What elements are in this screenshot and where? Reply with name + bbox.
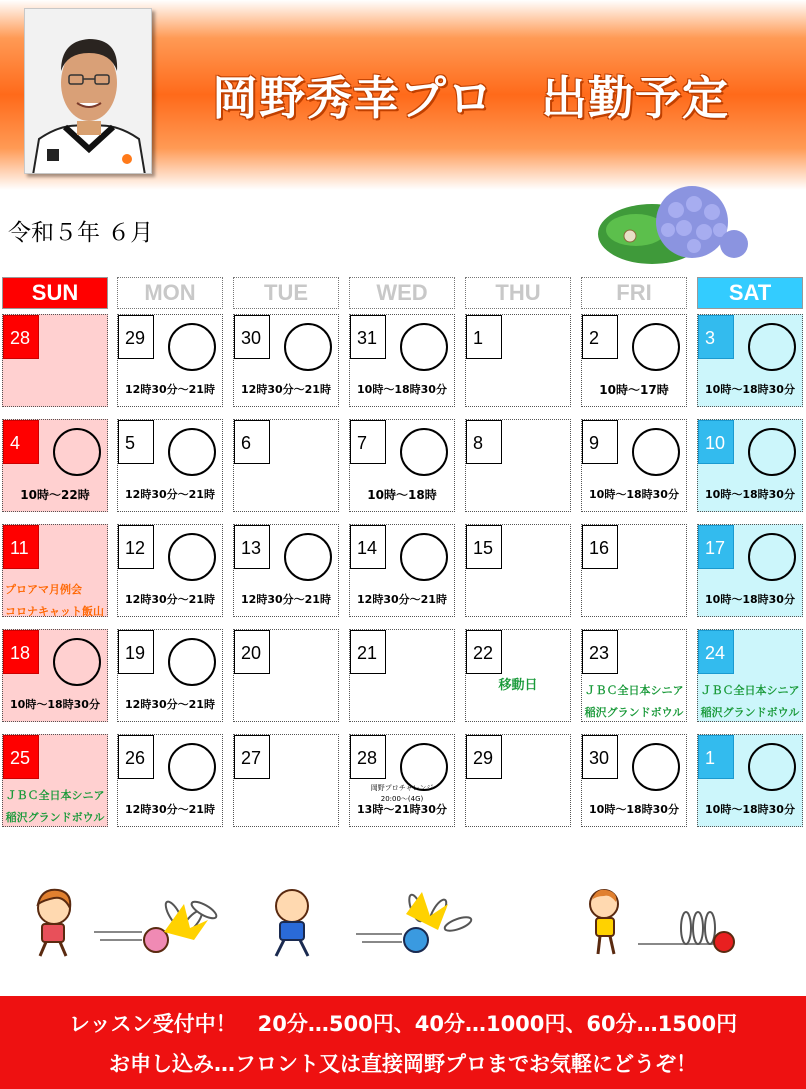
- footer-banner: [0, 996, 806, 1089]
- event-text: 稲沢グランドボウル: [700, 706, 800, 719]
- day-number: 19: [118, 630, 154, 674]
- day-cell[interactable]: [349, 314, 455, 407]
- day-number: 29: [118, 315, 154, 359]
- weekday-header-tue: TUE: [233, 277, 339, 309]
- day-number: 4: [3, 420, 39, 464]
- shift-hours-text: 13時～21時30分: [357, 803, 447, 816]
- shift-hours-text: 12時30分～21時: [241, 383, 331, 396]
- shift-hours-text: 10時～18時30分: [357, 383, 447, 396]
- day-cell[interactable]: [465, 734, 571, 827]
- shift-hours-text: 10時～18時30分: [705, 383, 795, 396]
- day-cell[interactable]: [117, 314, 223, 407]
- event-text: 移動日: [498, 678, 538, 693]
- day-number: 21: [350, 630, 386, 674]
- lesson-price-text: レッスン受付中！ 20分…500円、40分…1000円、60分…1500円: [68, 1012, 738, 1036]
- day-number: 2: [582, 315, 618, 359]
- event-text: プロアマ月例会: [5, 583, 82, 596]
- attendance-circle-icon: [632, 743, 680, 791]
- day-number: 17: [698, 525, 734, 569]
- event-text: 稲沢グランドボウル: [584, 706, 684, 719]
- day-cell[interactable]: [117, 629, 223, 722]
- day-cell[interactable]: [2, 734, 108, 827]
- weekday-header-thu: THU: [465, 277, 571, 309]
- shift-hours-text: 10時～18時30分: [589, 488, 679, 501]
- day-number: 25: [3, 735, 39, 779]
- day-cell[interactable]: [697, 629, 803, 722]
- attendance-circle-icon: [284, 533, 332, 581]
- day-number: 30: [582, 735, 618, 779]
- weekday-header-mon: MON: [117, 277, 223, 309]
- day-number: 27: [234, 735, 270, 779]
- day-number: 29: [466, 735, 502, 779]
- day-number: 20: [234, 630, 270, 674]
- attendance-circle-icon: [748, 743, 796, 791]
- day-number: 10: [698, 420, 734, 464]
- page-title: 岡野秀幸プロ 出勤予定: [212, 71, 729, 125]
- day-cell[interactable]: [2, 314, 108, 407]
- hydrangea-illustration: [596, 184, 754, 270]
- day-number: 22: [466, 630, 502, 674]
- attendance-circle-icon: [632, 428, 680, 476]
- day-number: 31: [350, 315, 386, 359]
- day-cell[interactable]: [581, 524, 687, 617]
- day-cell[interactable]: [349, 524, 455, 617]
- day-number: 1: [466, 315, 502, 359]
- day-number: 9: [582, 420, 618, 464]
- day-cell[interactable]: [117, 734, 223, 827]
- bowler-girl-illustration: [24, 884, 224, 960]
- day-cell[interactable]: [117, 524, 223, 617]
- day-cell[interactable]: [233, 524, 339, 617]
- day-number: 24: [698, 630, 734, 674]
- shift-hours-text: 12時30分～21時: [125, 803, 215, 816]
- day-cell[interactable]: [581, 629, 687, 722]
- day-number: 1: [698, 735, 734, 779]
- day-number: 13: [234, 525, 270, 569]
- day-cell[interactable]: [465, 314, 571, 407]
- attendance-circle-icon: [53, 638, 101, 686]
- attendance-circle-icon: [632, 323, 680, 371]
- attendance-circle-icon: [748, 428, 796, 476]
- day-number: 11: [3, 525, 39, 569]
- day-cell[interactable]: [2, 629, 108, 722]
- attendance-circle-icon: [400, 533, 448, 581]
- day-cell[interactable]: [697, 419, 803, 512]
- day-cell[interactable]: [349, 629, 455, 722]
- day-cell[interactable]: [581, 419, 687, 512]
- attendance-circle-icon: [168, 638, 216, 686]
- day-number: 26: [118, 735, 154, 779]
- shift-hours-text: 10時～18時30分: [705, 803, 795, 816]
- event-detail-text: 岡野プロチャレンジ: [370, 784, 434, 792]
- day-number: 3: [698, 315, 734, 359]
- shift-hours-text: 12時30分～21時: [125, 488, 215, 501]
- bowler-miss-illustration: [574, 884, 740, 960]
- day-cell[interactable]: [465, 419, 571, 512]
- shift-hours-text: 10時～17時: [599, 383, 669, 397]
- day-number: 6: [234, 420, 270, 464]
- attendance-circle-icon: [400, 323, 448, 371]
- shift-hours-text: 12時30分～21時: [125, 383, 215, 396]
- shift-hours-text: 12時30分～21時: [357, 593, 447, 606]
- day-cell[interactable]: [697, 524, 803, 617]
- attendance-circle-icon: [284, 323, 332, 371]
- weekday-header-wed: WED: [349, 277, 455, 309]
- weekday-header-sun: SUN: [2, 277, 108, 309]
- shift-hours-text: 10時～18時30分: [705, 593, 795, 606]
- event-text: 稲沢グランドボウル: [5, 811, 105, 824]
- bowler-boy-illustration: [266, 884, 486, 960]
- weekday-header-sat: SAT: [697, 277, 803, 309]
- day-cell[interactable]: [233, 314, 339, 407]
- attendance-circle-icon: [53, 428, 101, 476]
- event-text: ＪＢＣ全日本シニア: [700, 684, 800, 697]
- day-cell[interactable]: [581, 314, 687, 407]
- month-label: 令和５年 ６月: [8, 220, 154, 246]
- day-cell[interactable]: [697, 314, 803, 407]
- weekday-header-fri: FRI: [581, 277, 687, 309]
- day-number: 23: [582, 630, 618, 674]
- day-number: 15: [466, 525, 502, 569]
- event-text: コロナキャット飯山: [5, 605, 104, 618]
- lesson-contact-text: お申し込み…フロント又は直接岡野プロまでお気軽にどうぞ！: [109, 1052, 697, 1076]
- shift-hours-text: 10時～18時30分: [10, 698, 100, 711]
- day-number: 8: [466, 420, 502, 464]
- day-cell[interactable]: [233, 629, 339, 722]
- day-cell[interactable]: [349, 734, 455, 827]
- day-number: 28: [350, 735, 386, 779]
- day-number: 18: [3, 630, 39, 674]
- attendance-circle-icon: [168, 743, 216, 791]
- day-cell[interactable]: [697, 734, 803, 827]
- attendance-circle-icon: [748, 323, 796, 371]
- day-number: 5: [118, 420, 154, 464]
- shift-hours-text: 12時30分～21時: [125, 593, 215, 606]
- attendance-circle-icon: [168, 428, 216, 476]
- attendance-circle-icon: [168, 533, 216, 581]
- day-cell[interactable]: [233, 419, 339, 512]
- day-cell[interactable]: [2, 524, 108, 617]
- shift-hours-text: 10時～18時30分: [705, 488, 795, 501]
- event-detail-text: 20:00～(4G): [380, 795, 424, 803]
- event-text: ＪＢＣ全日本シニア: [584, 684, 684, 697]
- day-cell[interactable]: [465, 629, 571, 722]
- shift-hours-text: 10時～18時: [367, 488, 437, 502]
- attendance-circle-icon: [168, 323, 216, 371]
- shift-hours-text: 10時～22時: [20, 488, 90, 502]
- day-cell[interactable]: [349, 419, 455, 512]
- day-cell[interactable]: [117, 419, 223, 512]
- day-cell[interactable]: [233, 734, 339, 827]
- event-text: ＪＢＣ全日本シニア: [5, 789, 105, 802]
- shift-hours-text: 10時～18時30分: [589, 803, 679, 816]
- day-cell[interactable]: [465, 524, 571, 617]
- day-number: 16: [582, 525, 618, 569]
- attendance-circle-icon: [400, 428, 448, 476]
- day-cell[interactable]: [581, 734, 687, 827]
- shift-hours-text: 12時30分～21時: [125, 698, 215, 711]
- pro-photo: [24, 8, 152, 174]
- attendance-circle-icon: [748, 533, 796, 581]
- shift-hours-text: 12時30分～21時: [241, 593, 331, 606]
- day-number: 30: [234, 315, 270, 359]
- day-number: 28: [3, 315, 39, 359]
- day-cell[interactable]: [2, 419, 108, 512]
- day-number: 14: [350, 525, 386, 569]
- day-number: 7: [350, 420, 386, 464]
- day-number: 12: [118, 525, 154, 569]
